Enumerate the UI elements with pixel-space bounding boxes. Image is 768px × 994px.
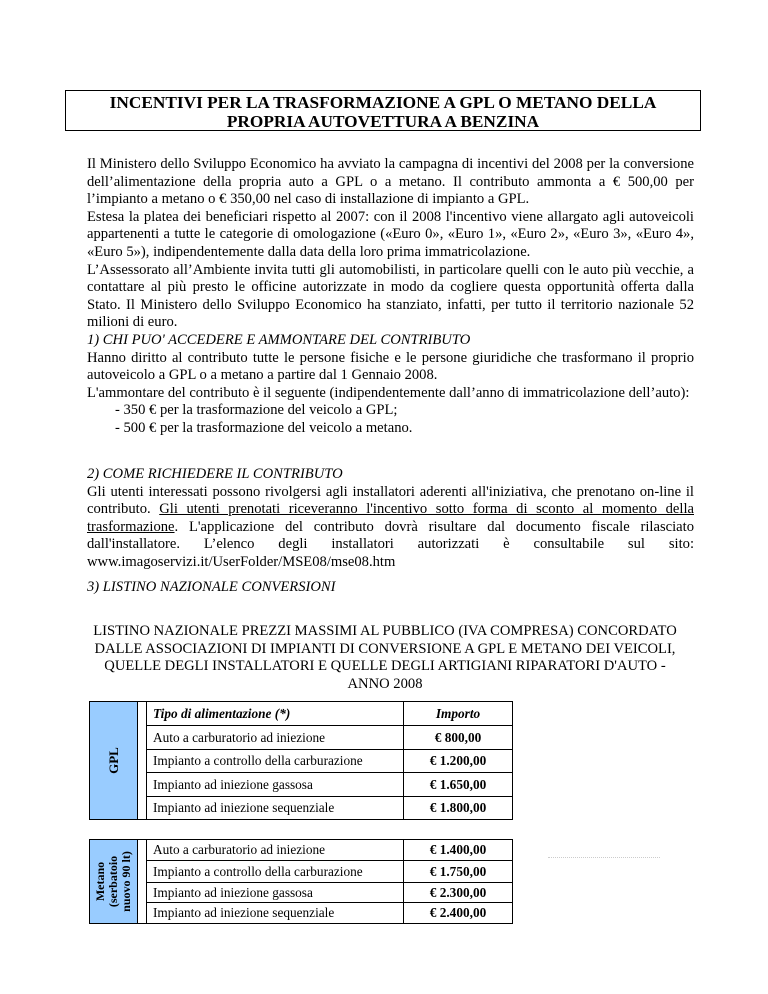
table-cell-tipo: Impianto ad iniezione sequenziale: [147, 903, 404, 924]
table-row: [147, 773, 513, 797]
section-1-heading: 1) CHI PUO' ACCEDERE E AMMONTARE DEL CONTRIBUTO: [87, 332, 471, 348]
table-row: [147, 750, 513, 773]
metano-label-line-1: Metano: [93, 861, 107, 902]
section-2-heading: 2) COME RICHIEDERE IL CONTRIBUTO: [87, 466, 343, 482]
metano-label-line-2: (serbatoio: [106, 855, 120, 908]
metano-separator: [138, 839, 147, 924]
section-3-heading: 3) LISTINO NAZIONALE CONVERSIONI: [87, 579, 336, 595]
table-row: [147, 903, 513, 924]
listino-line-1: LISTINO NAZIONALE PREZZI MASSIMI AL PUBBLICO (IVA COMPRESA) CONCORDATO: [93, 623, 677, 639]
section-1-paragraph-1: Hanno diritto al contributo tutte le persone fisiche e le persone giuridiche che trasformano il proprio autoveicolo a GPL o a metano a partire dal 1 Gennaio 2008.: [87, 349, 694, 384]
section-1-paragraph-2: L'ammontare del contributo è il seguente (indipendentemente dall’anno di immatricolazione dell’auto):: [87, 384, 690, 401]
section-2-paragraph: [87, 484, 694, 554]
gpl-label: GPL: [105, 747, 121, 774]
intro-paragraph-2: Estesa la platea dei beneficiari rispetto al 2007: con il 2008 l'incentivo viene allargato agli autoveicoli appartenenti a tutte le categorie di omologazione («Euro 0», «Euro 1», «Euro 2», «Euro 3», «Euro 4», «Euro 5»), indipendentemente dalla data della loro prima immatricolazione.: [87, 208, 694, 260]
table-row: [147, 726, 513, 750]
faint-divider: [548, 857, 660, 858]
table-cell-importo: € 1.200,00: [404, 750, 513, 773]
table-cell-importo: € 800,00: [404, 726, 513, 750]
section-3: [87, 579, 694, 597]
listino-line-2: DALLE ASSOCIAZIONI DI IMPIANTI DI CONVERSIONE A GPL E METANO DEI VEICOLI,: [94, 640, 676, 657]
listino-caption: [75, 623, 695, 693]
table-cell-importo: € 2.400,00: [404, 903, 513, 924]
table-cell-tipo: Impianto ad iniezione gassosa: [147, 883, 404, 903]
table-row: [147, 861, 513, 883]
section-2-text-b: . L'applicazione del contributo dovrà risultare dal documento fiscale rilasciato dall'installatore. L’elenco degli installatori autorizzati è consultabile sul sito:: [87, 518, 694, 553]
table-header-row: [147, 701, 513, 726]
section-1: [87, 332, 694, 438]
table-row: [147, 883, 513, 903]
metano-side-label: [89, 839, 138, 924]
table-cell-tipo: Impianto ad iniezione gassosa: [147, 773, 404, 797]
title-line-1: INCENTIVI PER LA TRASFORMAZIONE A GPL O METANO DELLA: [109, 93, 657, 112]
intro-text: [87, 156, 694, 332]
table-header-importo: Importo: [404, 702, 513, 726]
table-cell-importo: € 1.400,00: [404, 840, 513, 861]
section-2-text-a: Gli utenti interessati possono rivolgersi agli installatori aderenti all'iniziativa, che prenotano on-line il contributo.: [87, 483, 694, 518]
table-header-tipo: Tipo di alimentazione (*): [147, 702, 404, 726]
table-row: [147, 797, 513, 820]
table-cell-importo: € 1.800,00: [404, 797, 513, 820]
title-line-2: PROPRIA AUTOVETTURA A BENZINA: [226, 112, 540, 131]
table-cell-tipo: Impianto a controllo della carburazione: [147, 750, 404, 773]
intro-paragraph-3: L’Assessorato all’Ambiente invita tutti gli automobilisti, in particolare quelli con le auto più vecchie, a contattare al più presto le officine autorizzate in modo da cogliere questa opportunità offerta dalla Stato. Il Ministero dello Sviluppo Economico ha stanziato, infatti, per tutto il territorio nazionale 52 milioni di euro.: [87, 261, 694, 331]
gpl-separator: [138, 701, 147, 820]
page-title: [65, 90, 701, 131]
section-1-item-gpl: - 350 € per la trasformazione del veicolo a GPL;: [115, 402, 398, 419]
table-cell-importo: € 1.650,00: [404, 773, 513, 797]
section-2: [87, 466, 694, 572]
table-row: [147, 839, 513, 861]
section-2-url: www.imagoservizi.it/UserFolder/MSE08/mse08.htm: [87, 553, 396, 570]
section-1-item-metano: - 500 € per la trasformazione del veicolo a metano.: [115, 419, 413, 436]
table-cell-tipo: Auto a carburatorio ad iniezione: [147, 840, 404, 861]
table-cell-tipo: Auto a carburatorio ad iniezione: [147, 726, 404, 750]
metano-label-line-3: nuovo 90 lt): [119, 851, 133, 912]
table-cell-importo: € 2.300,00: [404, 883, 513, 903]
table-cell-tipo: Impianto a controllo della carburazione: [147, 861, 404, 883]
listino-line-4: ANNO 2008: [347, 675, 423, 692]
gpl-side-label: [89, 701, 138, 820]
listino-line-3: QUELLE DEGLI INSTALLATORI E QUELLE DEGLI ARTIGIANI RIPARATORI D'AUTO -: [104, 658, 666, 675]
intro-paragraph-1: Il Ministero dello Sviluppo Economico ha avviato la campagna di incentivi del 2008 per la conversione dell’alimentazione della propria auto a GPL o a metano. Il contributo ammonta a € 500,00 per l’impianto a metano o € 350,00 nel caso di installazione di impianto a GPL.: [87, 156, 694, 208]
section-2-underlined-text: Gli utenti prenotati riceveranno l'incentivo sotto forma di sconto al momento della trasformazione: [87, 501, 694, 535]
table-cell-tipo: Impianto ad iniezione sequenziale: [147, 797, 404, 820]
table-cell-importo: € 1.750,00: [404, 861, 513, 883]
